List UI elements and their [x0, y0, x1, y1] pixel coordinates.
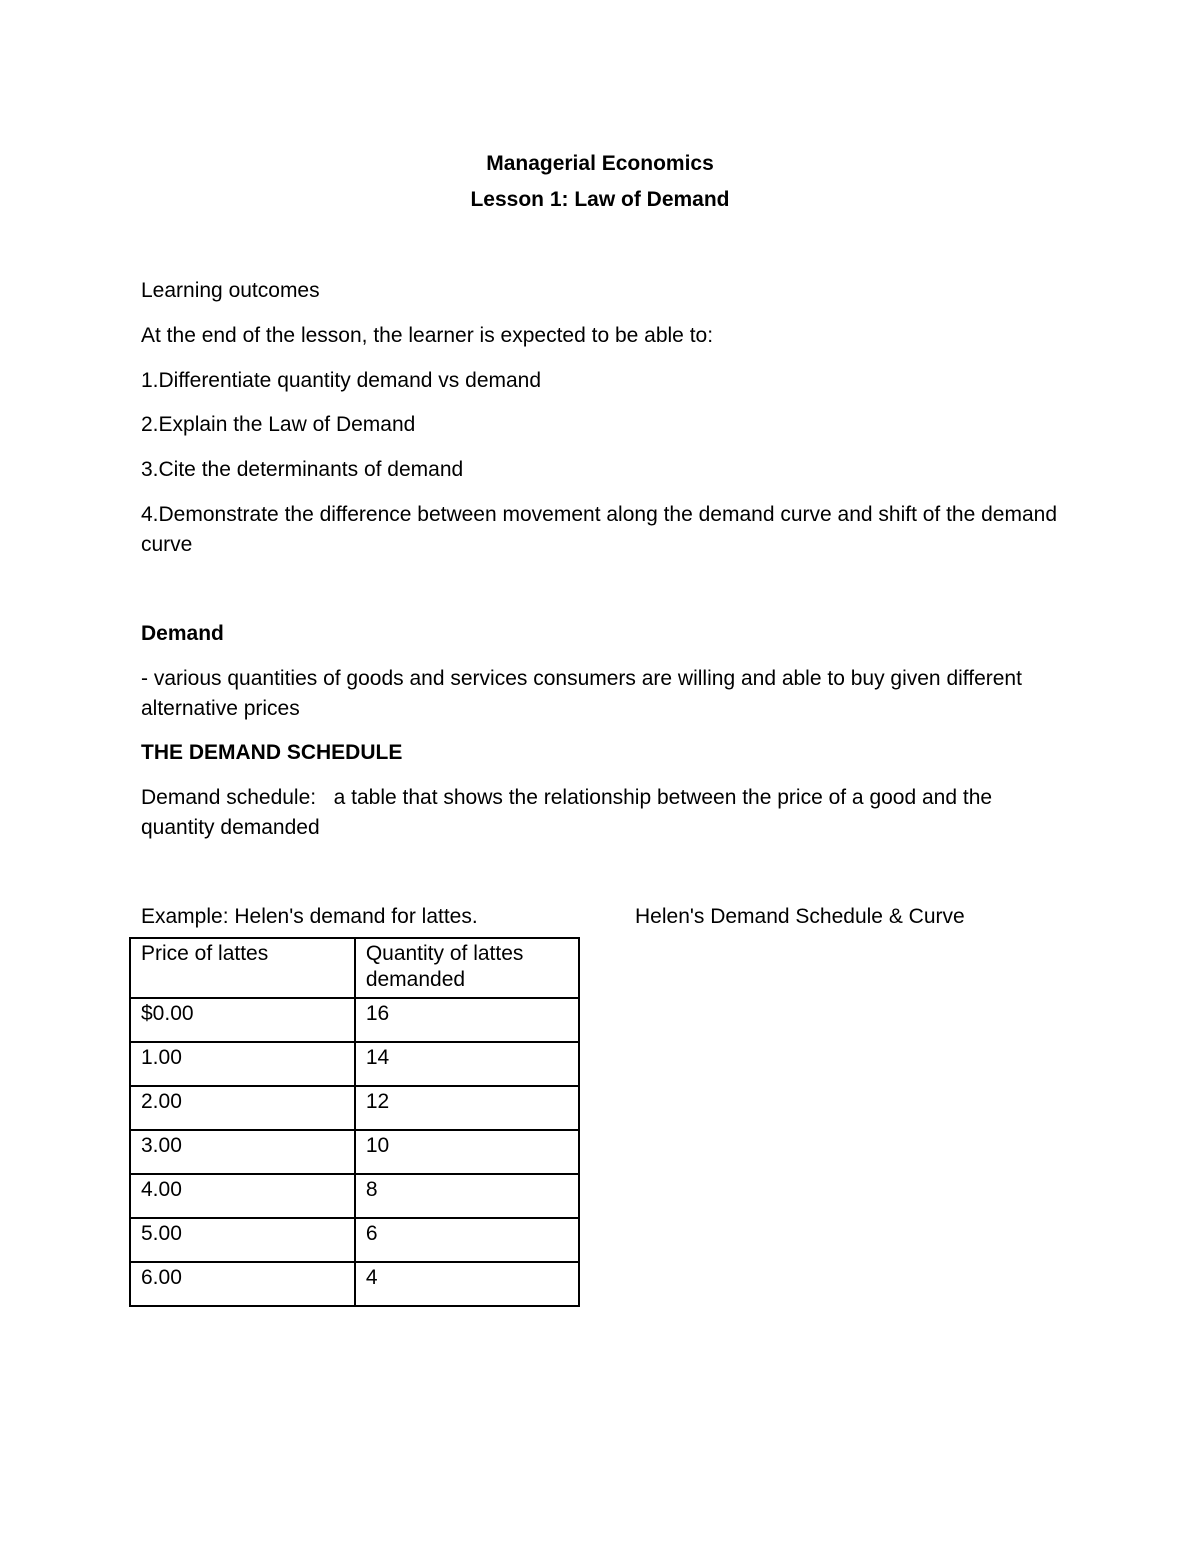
learning-outcomes-intro: At the end of the lesson, the learner is expected to be able to:: [141, 324, 714, 347]
example-label: Example: Helen's demand for lattes.: [141, 905, 478, 928]
quantity-cell: 16: [355, 998, 579, 1042]
lesson-title: Lesson 1: Law of Demand: [470, 188, 730, 211]
demand-definition: - various quantities of goods and services consumers are willing and able to buy given different alternative prices: [141, 667, 1022, 720]
demand-heading: Demand: [141, 622, 224, 645]
curve-label: Helen's Demand Schedule & Curve: [635, 905, 965, 928]
price-cell: 3.00: [130, 1130, 355, 1174]
demand-schedule-table: [129, 937, 580, 1307]
quantity-cell: 10: [355, 1130, 579, 1174]
outcome-item-2: 2.Explain the Law of Demand: [141, 413, 416, 436]
demand-schedule-heading: THE DEMAND SCHEDULE: [141, 741, 403, 764]
table-row: [130, 1174, 579, 1218]
table-row: [130, 1130, 579, 1174]
table-row: [130, 1218, 579, 1262]
price-cell: 6.00: [130, 1262, 355, 1306]
quantity-cell: 4: [355, 1262, 579, 1306]
table-header-row: [130, 938, 579, 998]
price-cell: 2.00: [130, 1086, 355, 1130]
demand-schedule-definition: Demand schedule: a table that shows the relationship between the price of a good and the quantity demanded: [141, 786, 998, 839]
table-row: [130, 1086, 579, 1130]
table-header-price: Price of lattes: [130, 938, 355, 998]
quantity-cell: 6: [355, 1218, 579, 1262]
document-title: Managerial Economics: [486, 152, 714, 175]
quantity-cell: 14: [355, 1042, 579, 1086]
table-row: [130, 1042, 579, 1086]
outcome-item-4: 4.Demonstrate the difference between movement along the demand curve and shift of the demand curve: [141, 503, 1058, 556]
table-header-quantity: Quantity of lattes demanded: [355, 938, 579, 998]
price-cell: 1.00: [130, 1042, 355, 1086]
quantity-cell: 12: [355, 1086, 579, 1130]
price-cell: 5.00: [130, 1218, 355, 1262]
table-row: [130, 998, 579, 1042]
outcome-item-3: 3.Cite the determinants of demand: [141, 458, 464, 481]
price-cell: 4.00: [130, 1174, 355, 1218]
table-row: [130, 1262, 579, 1306]
learning-outcomes-heading: Learning outcomes: [141, 279, 320, 302]
quantity-cell: 8: [355, 1174, 579, 1218]
outcome-item-1: 1.Differentiate quantity demand vs demand: [141, 369, 542, 392]
price-cell: $0.00: [130, 998, 355, 1042]
